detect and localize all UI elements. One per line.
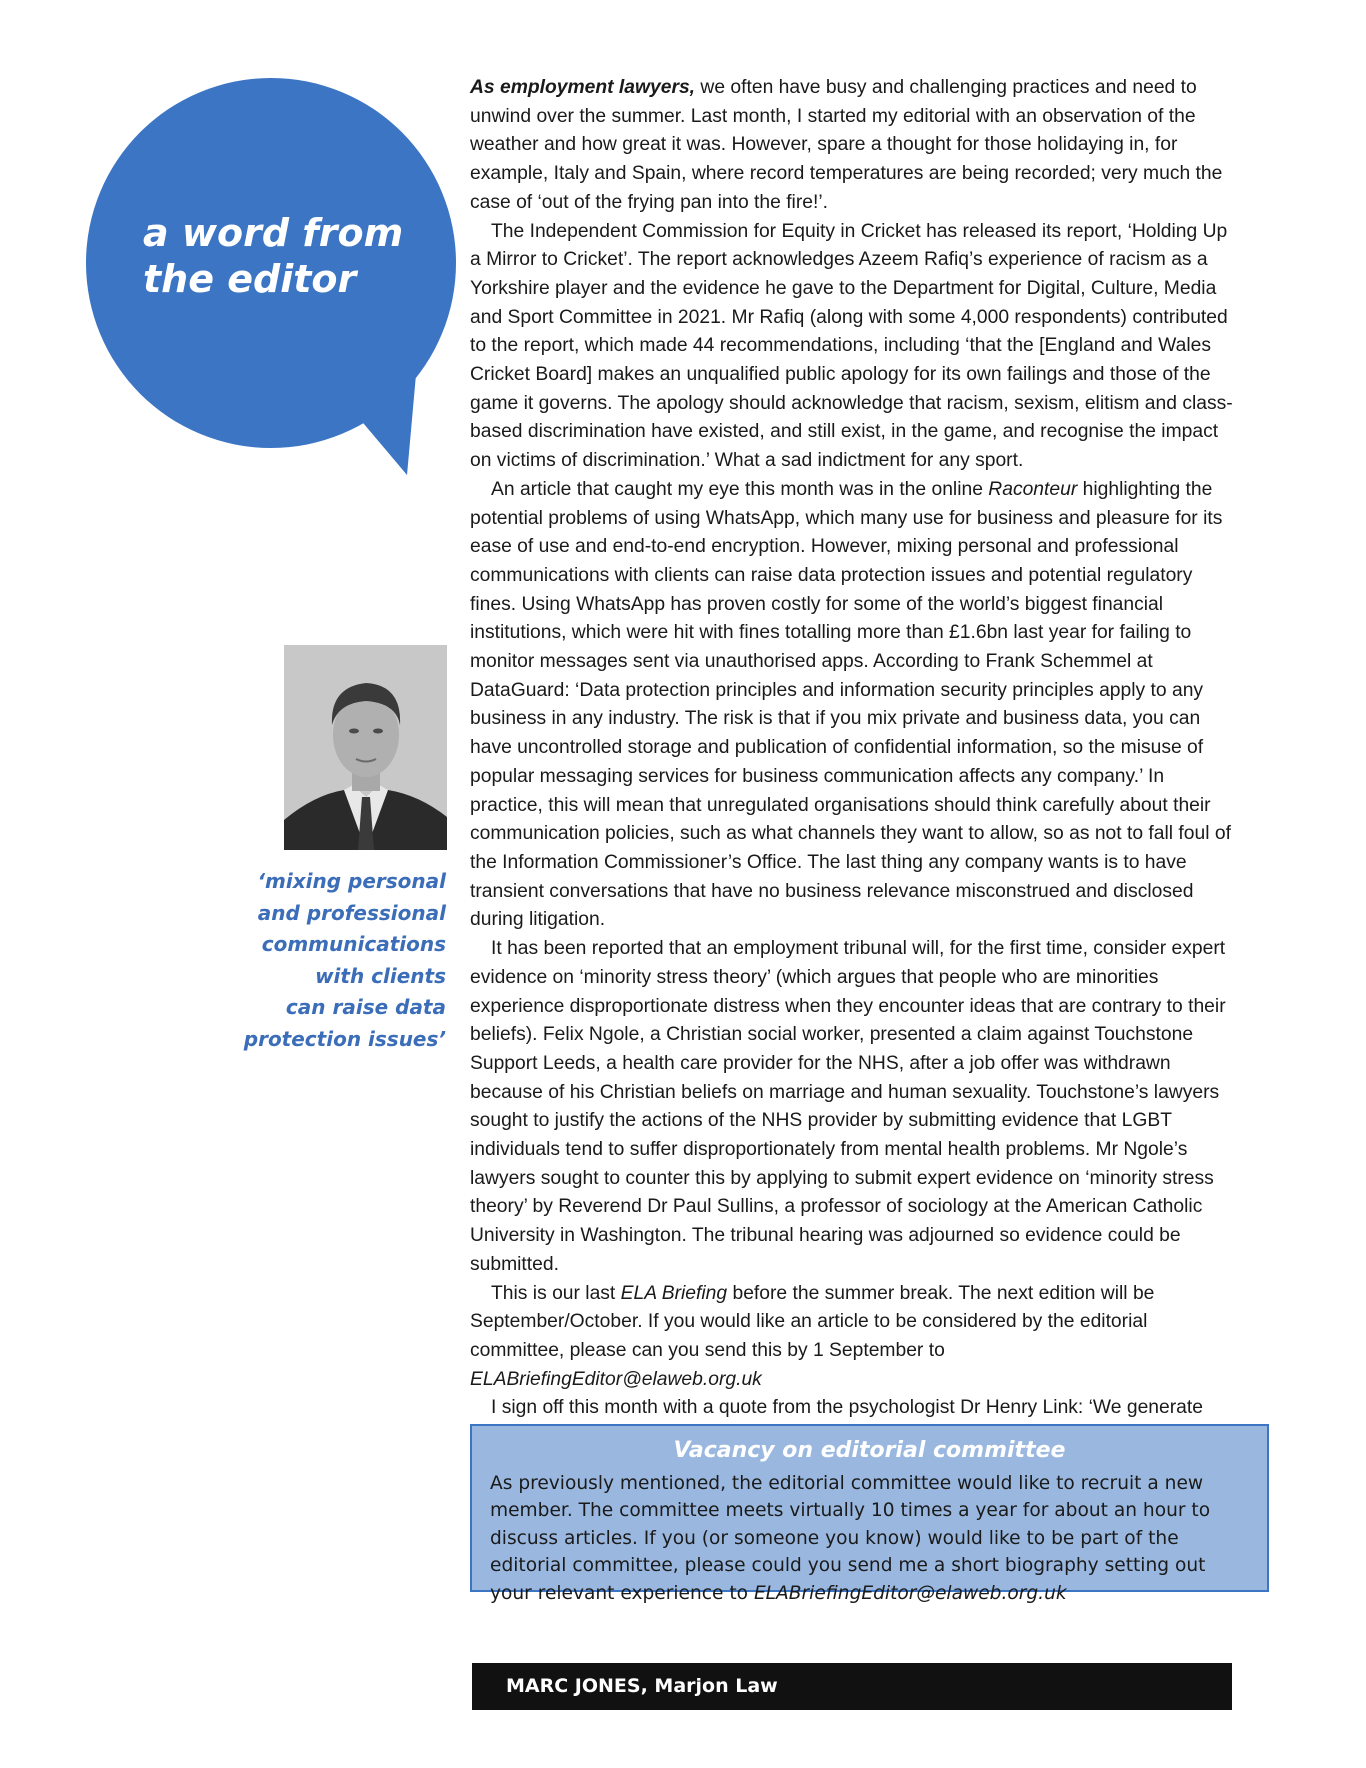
pull-quote-line: can raise data — [285, 995, 446, 1019]
portrait-illustration — [284, 645, 447, 850]
article-body — [470, 74, 1239, 1452]
article-paragraph-1 — [470, 74, 1239, 218]
section-heading-line-1: a word from — [143, 211, 404, 255]
section-heading — [143, 210, 443, 302]
vacancy-title: Vacancy on editorial committee — [673, 1438, 1066, 1463]
article-paragraph-5-text: This is our last — [491, 1282, 621, 1304]
article-paragraph-4: It has been reported that an employment tribunal will, for the first time, consider expert evidence on ‘minority stress theory’ (which argues that people who are minorities experience disproportionate distress when they encounter ideas that are contrary to their beliefs). Felix Ngole, a Christian social worker, presented a claim against Touchstone Support Leeds, a health care provider for the NHS, after a job offer was withdrawn because of his Christian beliefs on marriage and human sexuality. Touchstone’s lawyers sought to justify the actions of the NHS provider by submitting evidence that LGBT individuals tend to suffer disproportionately from mental health problems. Mr Ngole’s lawyers sought to counter this by applying to submit expert evidence on ‘minority stress theory’ by Reverend Dr Paul Sullins, a professor of sociology at the American Catholic University in Washington. The tribunal hearing was adjourned so evidence could be submitted. — [470, 938, 1226, 1275]
article-paragraph-3 — [470, 476, 1239, 935]
section-heading-line-2: the editor — [143, 257, 357, 301]
pull-quote-line: protection issues’ — [243, 1026, 446, 1051]
pull-quote — [240, 866, 446, 1055]
vacancy-email-link[interactable]: ELABriefingEditor@elaweb.org.uk — [753, 1582, 1067, 1604]
article-paragraph-3-text: An article that caught my eye this month was in the online — [491, 478, 989, 500]
article-paragraph-1-text: we often have busy and challenging practices and need to unwind over the summer. Last month, I started my editorial with an observation of the weather and how great it was. However, spare a thought for those holidaying in, for example, Italy and Spain, where record temperatures are being recorded; very much the case of ‘out of the frying pan into the fire!’. — [470, 77, 1223, 213]
vacancy-box — [470, 1424, 1269, 1604]
article-paragraph-2: The Independent Commission for Equity in Cricket has released its report, ‘Holding Up a Mirror to Cricket’. The report acknowledges Azeem Rafiq’s experience of racism as a Yorkshire player and the evidence he gave to the Department for Digital, Culture, Media and Sport Committee in 2021. Mr Rafiq (along with some 4,000 respondents) contributed to the report, which made 44 recommendations, including ‘that the [England and Wales Cricket Board] makes an unqualified public apology for its own failings and those of the game it governs. The apology should acknowledge that racism, sexism, elitism and class-based discrimination have existed, and still exist, in the game, and recognise the impact on victims of discrimination.’ What a sad indictment for any sport. — [470, 220, 1233, 472]
article-paragraph-3-text-continued: highlighting the potential problems of using WhatsApp, which many use for business and pleasure for its ease of use and end-to-end encryption. However, mixing personal and professional communications with clients can raise data protection issues and potential regulatory fines. Using WhatsApp has proven costly for some of the world’s biggest financial institutions, which were hit with fines totalling more than £1.6bn last year for failing to monitor messages sent via unauthorised apps. According to Frank Schemmel at DataGuard: ‘Data protection principles and information security principles apply to any business in any industry. The risk is that if you mix private and business data, you can have uncontrolled storage and publication of confidential information, so the misuse of popular messaging services for business communication affects any company.’ In practice, this will mean that unregulated organisations should think carefully about their communication policies, such as what channels they want to allow, so as not to fall foul of the Information Commissioner’s Office. The last thing any company wants is to have transient conversations that have no business relevance misconstrued and disclosed during litigation. — [470, 478, 1231, 931]
editor-email-link[interactable]: ELABriefingEditor@elaweb.org.uk — [470, 1368, 762, 1390]
pull-quote-line: communications — [261, 932, 446, 956]
pull-quote-line: and professional — [257, 900, 446, 925]
author-name: MARC JONES, Marjon Law — [506, 1675, 778, 1697]
pull-quote-line: with clients — [315, 963, 446, 988]
author-signoff-bar — [472, 1663, 1232, 1710]
article-paragraph-5 — [470, 1280, 1239, 1395]
article-lead-in: As employment lawyers, — [470, 77, 696, 98]
article-paragraph-5-text-continued: before the summer break. The next edition will be September/October. If you would like an article to be considered by the editorial committee, please can you send this by 1 September to — [470, 1282, 1155, 1361]
vacancy-body-text: As previously mentioned, the editorial committee would like to recruit a new member. The committee meets virtually 10 times a year for about an hour to discuss articles. If you (or someone you know) would like to be part of the editorial committee, please could you send me a short biography setting out your relevant experience to — [490, 1473, 1211, 1604]
vacancy-body — [490, 1470, 1249, 1607]
publication-name: Raconteur — [988, 478, 1078, 500]
pull-quote-line: ‘mixing personal — [257, 869, 446, 893]
publication-name: ELA Briefing — [620, 1282, 728, 1304]
article-paragraph-6: I sign off this month with a quote from the psychologist Dr Henry Link: ‘We generate — [491, 1397, 1203, 1419]
editor-portrait — [284, 645, 447, 850]
speech-bubble-tail — [300, 330, 460, 490]
